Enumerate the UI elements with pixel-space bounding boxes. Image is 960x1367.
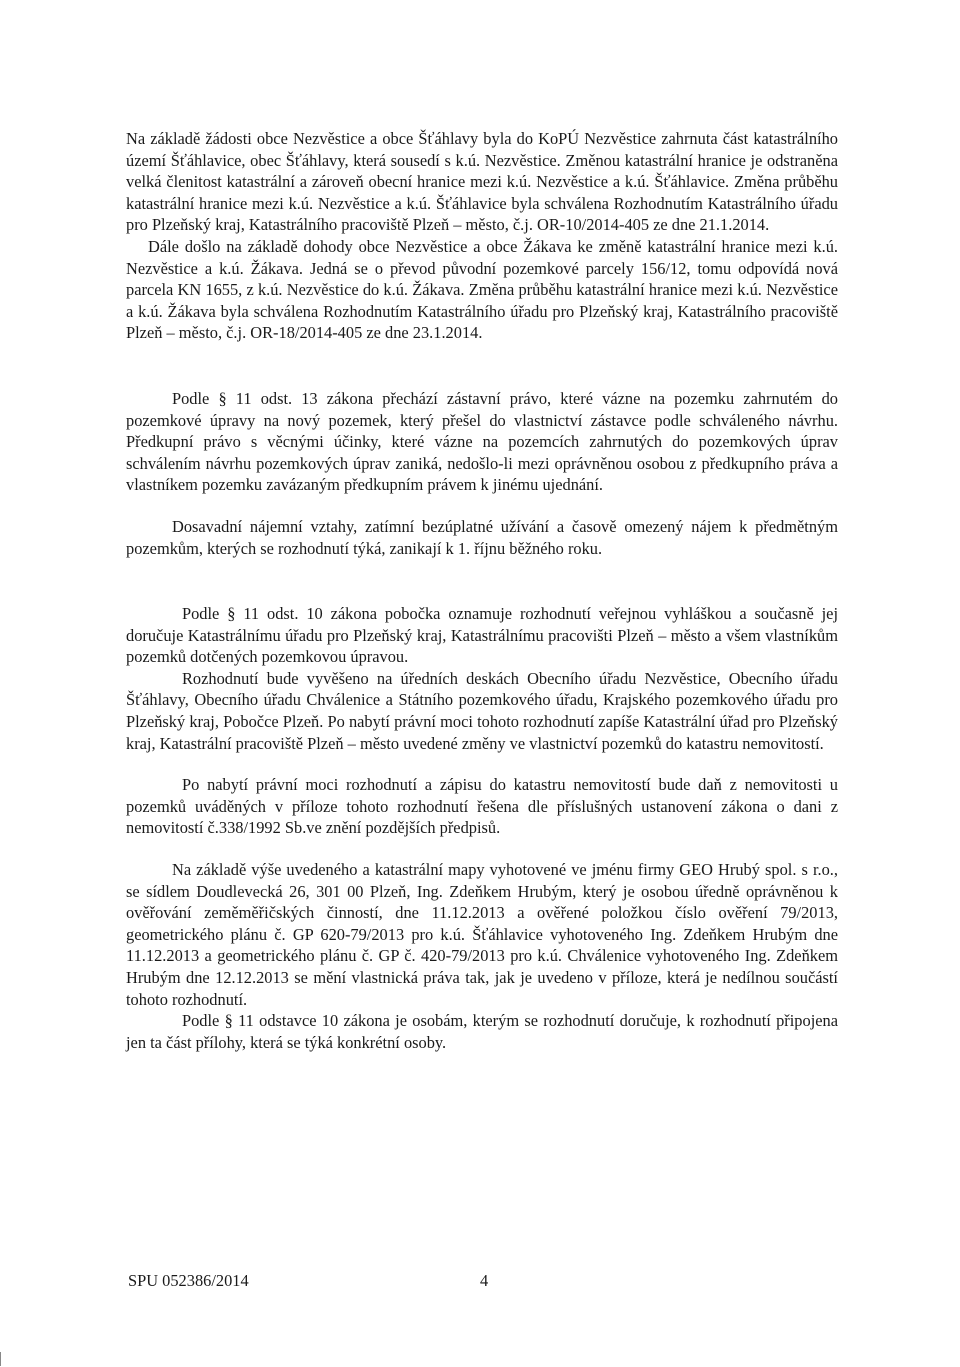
- paragraph-attachment-delivery: Podle § 11 odstavce 10 zákona je osobám, kterým se rozhodnutí doručuje, k rozhodnutí připojena jen ta část přílohy, která se týká konkrétní osoby.: [126, 1011, 838, 1052]
- page-number: 4: [480, 1271, 489, 1290]
- document-body: [126, 128, 838, 1053]
- paragraph-cadastral-boundary-zakava: Dále došlo na základě dohody obce Nezvěstice a obce Žákava ke změně katastrální hranice mezi k.ú. Nezvěstice a k.ú. Žákava. Jedná se o převod původní pozemkové parcely 156/12, tomu odpovídá nová parcela KN 1655, z k.ú. Nezvěstice do k.ú. Žákava. Změna průběhu katastrální hranice mezi k.ú. Nezvěstice a k.ú. Žákava byla schválena Rozhodnutím Katastrálního úřadu pro Plzeňský kraj, Katastrálního pracoviště Plzeň – město, č.j. OR-18/2014-405 ze dne 23.1.2014.: [126, 236, 838, 343]
- document-reference: SPU 052386/2014: [128, 1271, 249, 1290]
- paragraph-cadastral-boundary-stahlavice: Na základě žádosti obce Nezvěstice a obce Šťáhlavy byla do KoPÚ Nezvěstice zahrnuta část katastrálního území Šťáhlavice, obec Šťáhlavy, která sousedí s k.ú. Nezvěstice. Změnou katastrální hranice je odstraněna velká členitost katastrální a zároveň obecní hranice mezi k.ú. Nezvěstice a k.ú. Šťáhlavice. Změna průběhu katastrální hranice mezi k.ú. Nezvěstice a k.ú. Šťáhlavice byla schválena Rozhodnutím Katastrálního úřadu pro Plzeňský kraj, Katastrálního pracoviště Plzeň – město, č.j. OR-10/2014-405 ze dne 21.1.2014.: [126, 129, 838, 235]
- paragraph-lien-rights: Podle § 11 odst. 13 zákona přechází zástavní právo, které vázne na pozemku zahrnutém do pozemkové úpravy na nový pozemek, který přešel do vlastnictví zástavce podle schváleného návrhu. Předkupní právo s věcnými účinky, které vázne na pozemcích zahrnutých do pozemkových úprav schválením návrhu pozemkových úprav zaniká, nedošlo-li mezi oprávněnou osobou z předkupního práva a vlastníkem pozemku zavázaným předkupním právem k jinému ujednání.: [126, 388, 838, 495]
- paragraph-property-tax: Po nabytí právní moci rozhodnutí a zápisu do katastru nemovitostí bude daň z nemovitosti u pozemků uváděných v příloze tohoto rozhodnutí řešena dle příslušných ustanovení zákona o dani z nemovitostí č.338/1992 Sb.ve znění pozdějších předpisů.: [126, 775, 838, 838]
- scan-edge-mark: [0, 1352, 9, 1366]
- paragraph-lease-relations: Dosavadní nájemní vztahy, zatímní bezúplatné užívání a časově omezený nájem k předmětným pozemkům, kterých se rozhodnutí týká, zanikají k 1. říjnu běžného roku.: [126, 516, 838, 558]
- paragraph-public-notice: Podle § 11 odst. 10 zákona pobočka oznamuje rozhodnutí veřejnou vyhláškou a současně jej doručuje Katastrálnímu úřadu pro Plzeňský kraj, Katastrálnímu pracovišti Plzeň – město a všem vlastníkům pozemků dotčených pozemkovou úpravou.: [126, 604, 838, 667]
- paragraph-geometric-plans: Na základě výše uvedeného a katastrální mapy vyhotovené ve jménu firmy GEO Hrubý spol. s r.o., se sídlem Doudlevecká 26, 301 00 Plzeň, Ing. Zdeňkem Hrubým, který je osobou úředně oprávněnou k ověřování zeměměřičských činností, dne 11.12.2013 a ověřené položkou číslo ověření 79/2013, geometrického plánu č. GP 620-79/2013 pro k.ú. Šťáhlavice vyhotoveného Ing. Zdeňkem Hrubým dne 11.12.2013 a geometrického plánu č. GP č. 420-79/2013 pro k.ú. Chválenice vyhotoveného Ing. Zdeňkem Hrubým dne 12.12.2013 se mění vlastnická práva tak, jak je uvedeno v příloze, která je nedílnou součástí tohoto rozhodnutí.: [126, 860, 838, 1009]
- paragraph-notice-boards: Rozhodnutí bude vyvěšeno na úředních deskách Obecního úřadu Nezvěstice, Obecního úřadu Šťáhlavy, Obecního úřadu Chválenice a Státního pozemkového úřadu, Krajského pozemkového úřadu pro Plzeňský kraj, Pobočce Plzeň. Po nabytí právní moci tohoto rozhodnutí zapíše Katastrální úřad pro Plzeňský kraj, Katastrální pracoviště Plzeň – město uvedené změny ve vlastnictví pozemků do katastru nemovitostí.: [126, 668, 838, 753]
